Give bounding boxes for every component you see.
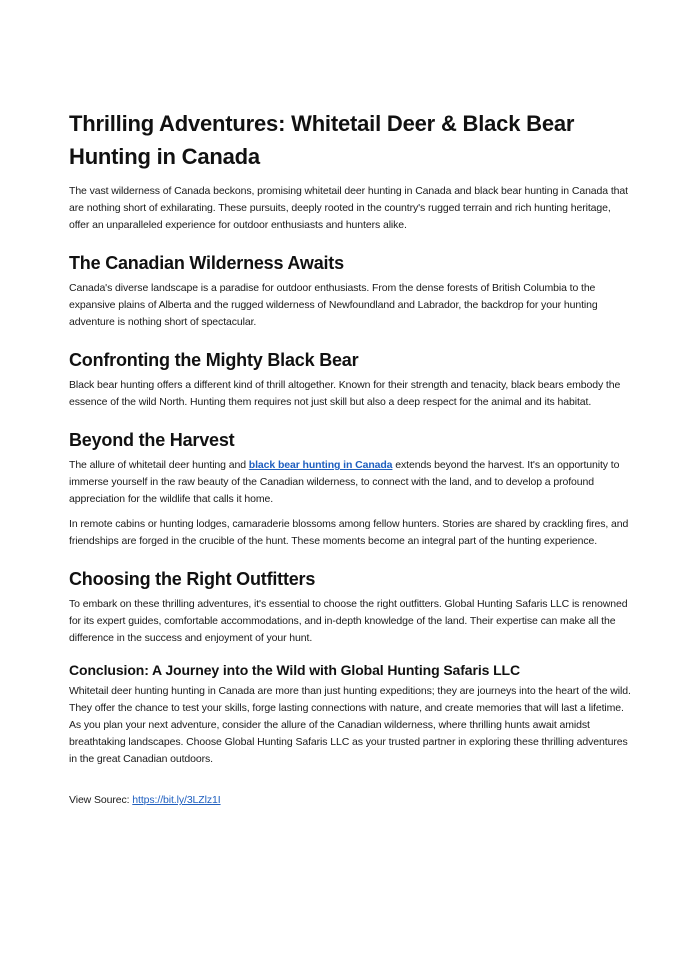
paragraph-suffix: extends beyond the harvest. It's an opportunity to immerse yourself in the raw beauty of the Canadian wilderness, to connect with the land, and to develop a profound appreciation for the wildlife that calls it home. <box>69 459 620 505</box>
paragraph-beyond-harvest <box>69 457 631 508</box>
spacer <box>69 550 631 568</box>
spacer <box>69 647 631 661</box>
spacer <box>69 508 631 516</box>
intro-paragraph: The vast wilderness of Canada beckons, promising whitetail deer hunting in Canada and black bear hunting in Canada that are nothing short of exhilarating. These pursuits, deeply rooted in the country's rugged terrain and rich hunting heritage, offer an unparalleled experience for outdoor enthusiasts and hunters alike. <box>69 185 628 231</box>
spacer <box>69 331 631 349</box>
spacer <box>69 411 631 429</box>
source-link[interactable]: https://bit.ly/3LZlz1I <box>132 794 221 806</box>
heading-canadian-wilderness: The Canadian Wilderness Awaits <box>69 253 344 273</box>
paragraph-camaraderie: In remote cabins or hunting lodges, camaraderie blossoms among fellow hunters. Stories are shared by crackling fires, and friendships are forged in the crucible of the hunt. These moments become an integral part of the hunting experience. <box>69 518 629 547</box>
source-label: View Sourec: <box>69 794 133 806</box>
source-line <box>69 792 631 809</box>
paragraph-prefix: The allure of whitetail deer hunting and <box>69 459 249 471</box>
heading-conclusion: Conclusion: A Journey into the Wild with Global Hunting Safaris LLC <box>69 662 521 678</box>
paragraph-outfitters: To embark on these thrilling adventures, it's essential to choose the right outfitters. Global Hunting Safaris LLC is renowned for its expert guides, comfortable accommodations, and in-depth knowledge of the land. Their expertise can make all the difference in the success and enjoyment of your hunt. <box>69 598 628 644</box>
heading-black-bear: Confronting the Mighty Black Bear <box>69 350 359 370</box>
document-page <box>69 107 631 809</box>
spacer <box>69 234 631 252</box>
page-title: Thrilling Adventures: Whitetail Deer & Black Bear Hunting in Canada <box>69 111 575 169</box>
black-bear-hunting-link[interactable]: black bear hunting in Canada <box>248 459 393 471</box>
paragraph-black-bear: Black bear hunting offers a different kind of thrill altogether. Known for their strength and tenacity, black bears embody the essence of the wild North. Hunting them requires not just skill but also a deep respect for the animal and its habitat. <box>69 379 621 408</box>
heading-outfitters: Choosing the Right Outfitters <box>69 569 316 589</box>
spacer <box>69 768 631 792</box>
heading-beyond-harvest: Beyond the Harvest <box>69 430 235 450</box>
paragraph-conclusion: Whitetail deer hunting hunting in Canada are more than just hunting expeditions; they are journeys into the heart of the wild. They offer the chance to test your skills, forge lasting connections with nature, and create memories that will last a lifetime. As you plan your next adventure, consider the allure of the Canadian wilderness, where thrilling hunts await amidst breathtaking landscapes. Choose Global Hunting Safaris LLC as your trusted partner in exploring these thrilling adventures in the great Canadian outdoors. <box>69 685 631 765</box>
paragraph-canadian-wilderness: Canada's diverse landscape is a paradise for outdoor enthusiasts. From the dense forests of British Columbia to the expansive plains of Alberta and the rugged wilderness of Newfoundland and Labrador, the backdrop for your hunting adventure is nothing short of spectacular. <box>69 282 598 328</box>
